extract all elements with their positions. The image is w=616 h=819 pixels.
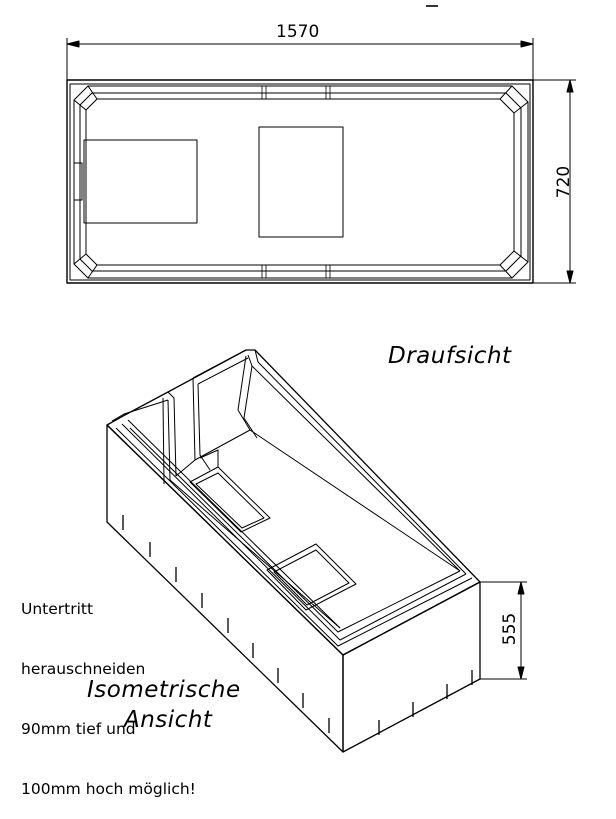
note-line-3: 90mm tief und [21, 720, 136, 738]
note-line-1: Untertritt [21, 600, 94, 618]
top-view-plan [67, 6, 576, 283]
height-dimension-label: 555 [500, 612, 521, 646]
isometric-view-title-line2: Ansicht [124, 707, 213, 733]
width-dimension-label: 1570 [276, 22, 320, 42]
note-line-4: 100mm hoch möglich! [21, 780, 196, 798]
isometric-view-title-line1: Isometrische [87, 677, 241, 703]
note-line-2: herauschneiden [21, 660, 146, 678]
top-view-title: Draufsicht [388, 343, 512, 369]
depth-dimension-label: 720 [554, 165, 575, 199]
